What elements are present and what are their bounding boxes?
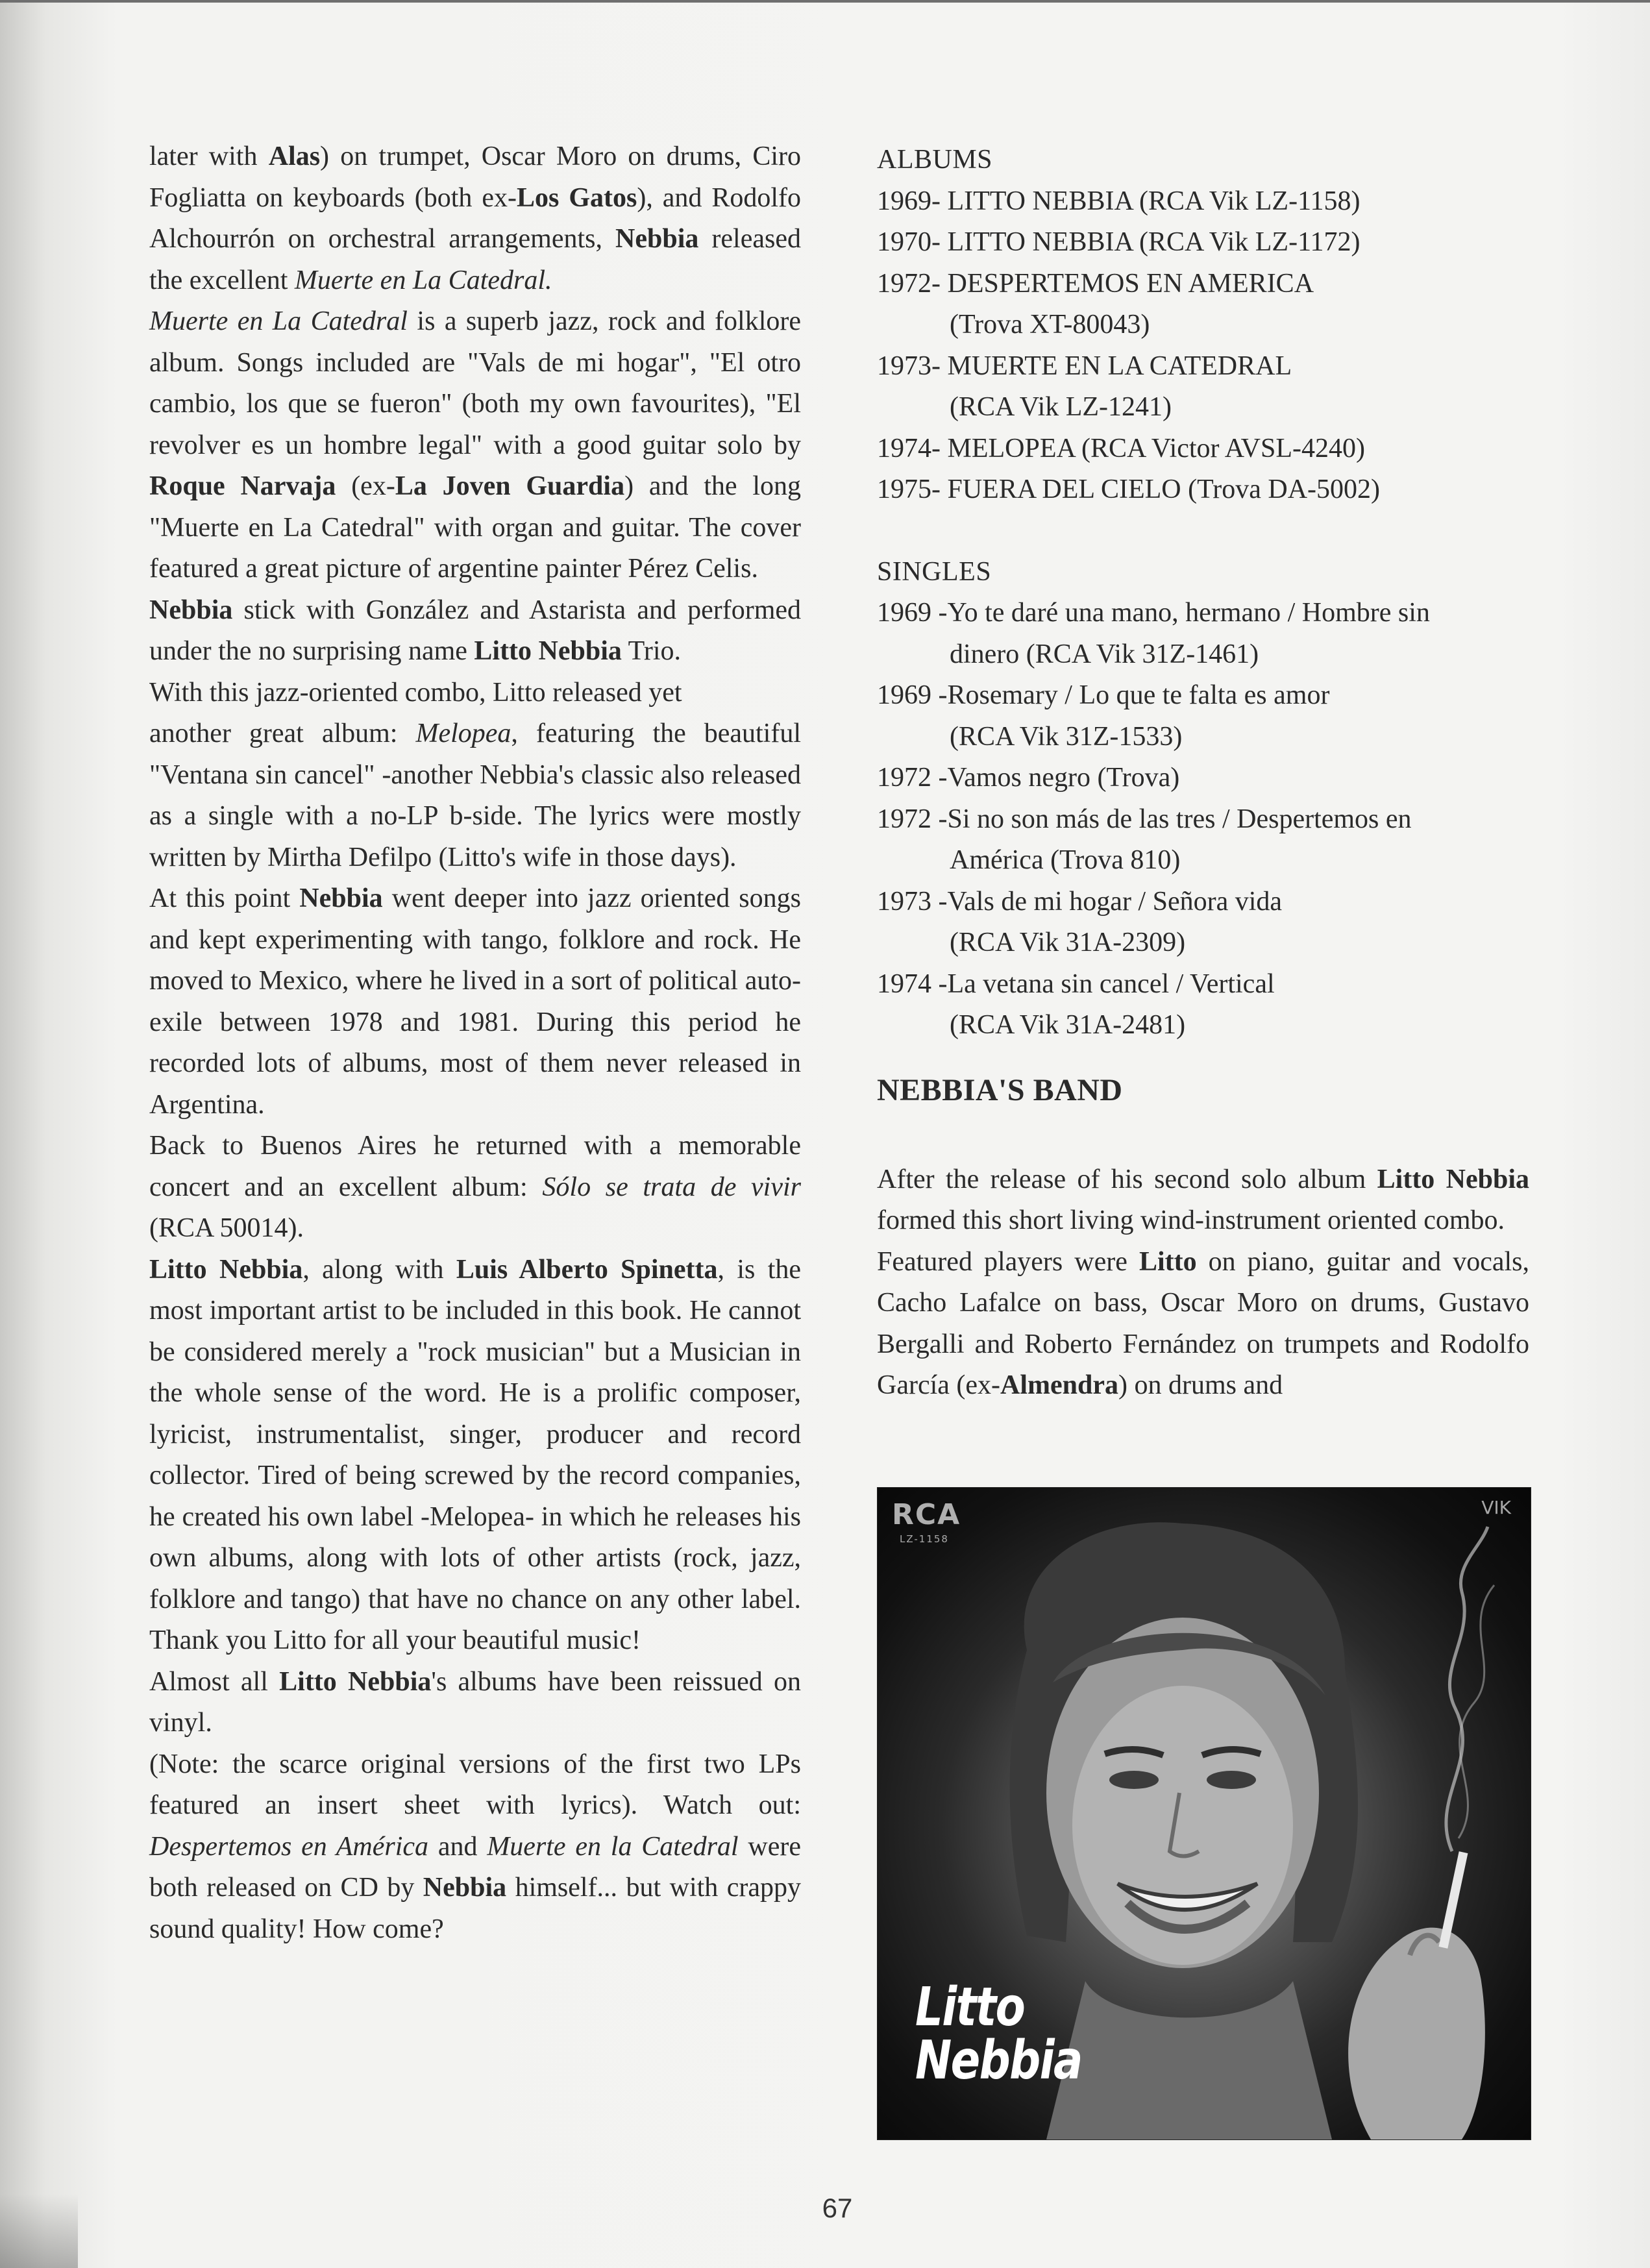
text-run: went deeper into jazz oriented songs and kept experimenting with tango, folklore and rock. He moved to Mexico, where he lived in a sort of political auto-exile between 1978 and 1981. During this period he recorded lots of albums, most of them never released in Argentina. bbox=[149, 883, 801, 1120]
top-rule bbox=[0, 0, 1650, 3]
bold-name: Almendra bbox=[1000, 1370, 1119, 1400]
bold-name: Litto Nebbia bbox=[1377, 1164, 1529, 1194]
text-run: Almost all bbox=[149, 1666, 280, 1697]
text-run: stick with González and Astarista and performed under the no surprising name bbox=[149, 595, 801, 666]
text-run: After the release of his second solo album bbox=[877, 1164, 1377, 1194]
entry-line: 1974 -La vetana sin cancel / Vertical bbox=[877, 968, 1275, 999]
bold-name: Litto Nebbia bbox=[149, 1254, 303, 1285]
paragraph bbox=[877, 1242, 1529, 1407]
cover-catalog-number: LZ-1158 bbox=[900, 1533, 949, 1545]
discography-entry bbox=[877, 428, 1529, 470]
bold-name: Los Gatos bbox=[517, 182, 637, 213]
entry-continuation: (RCA Vik 31A-2309) bbox=[950, 928, 1186, 957]
paragraph bbox=[149, 878, 801, 1126]
paragraph bbox=[149, 1126, 801, 1250]
entry-continuation: (RCA Vik 31Z-1533) bbox=[950, 721, 1183, 752]
entry-line: 1972- DESPERTEMOS EN AMERICA bbox=[877, 268, 1314, 299]
entry-continuation: (RCA Vik LZ-1241) bbox=[950, 392, 1172, 422]
text-run: At this point bbox=[149, 883, 300, 913]
text-run: himself... but with crappy sound quality! How come? bbox=[149, 1873, 801, 1944]
entry-line: 1969- LITTO NEBBIA (RCA Vik LZ-1158) bbox=[877, 186, 1361, 216]
entry-continuation: (Trova XT-80043) bbox=[950, 310, 1150, 339]
text-run: (ex- bbox=[336, 471, 395, 501]
paragraph bbox=[149, 1744, 801, 1951]
entry-continuation: América (Trova 810) bbox=[950, 845, 1181, 875]
record-label-logo: RCA bbox=[892, 1498, 961, 1531]
italic-title: Despertemos en América bbox=[149, 1831, 429, 1862]
discography-entry bbox=[877, 675, 1529, 758]
bold-name: Nebbia bbox=[423, 1873, 507, 1903]
singles-list bbox=[877, 593, 1529, 1046]
discography-entry bbox=[877, 222, 1529, 264]
discography-entry bbox=[877, 881, 1529, 964]
paragraph bbox=[149, 713, 801, 878]
entry-line: 1972 -Si no son más de las tres / Despertemos en bbox=[877, 804, 1412, 834]
discography-entry bbox=[877, 181, 1529, 223]
italic-title: Melopea bbox=[415, 719, 511, 748]
text-run: 's albums have been reissued on vinyl. bbox=[149, 1666, 801, 1738]
bold-name: La Joven Guardia bbox=[395, 471, 625, 501]
text-run: ) on trumpet, Oscar Moro on drums, Ciro Fogliatta on keyboards (both ex- bbox=[149, 142, 801, 213]
paragraph bbox=[877, 1159, 1529, 1242]
entry-line: 1973 -Vals de mi hogar / Señora vida bbox=[877, 886, 1283, 917]
text-run: , along with bbox=[302, 1254, 456, 1285]
italic-title: Muerte en La Catedral. bbox=[294, 265, 552, 295]
bold-name: Litto Nebbia bbox=[474, 636, 622, 666]
text-run: is a superb jazz, rock and folklore album. Songs included are "Vals de mi hogar", "El otro cambio, los que se fueron" (both my own favourites), "El revolver es un hombre legal" with a good guitar solo by bbox=[149, 306, 801, 460]
paragraph-line: With this jazz-oriented combo, Litto released yet bbox=[149, 677, 682, 708]
discography-entry bbox=[877, 758, 1529, 799]
text-run: Back to Buenos Aires he returned with a memorable concert and an excellent album: bbox=[149, 1131, 801, 1202]
cover-title-line: Nebbia bbox=[915, 2030, 1082, 2091]
album-cover-photo bbox=[877, 1487, 1531, 2140]
italic-title: Muerte en La Catedral bbox=[149, 306, 408, 336]
discography-entry bbox=[877, 964, 1529, 1046]
text-run: , is the most important artist to be included in this book. He cannot be considered merely a "rock musician" but a Musician in the whole sense of the word. He is a prolific composer, lyricist, instrumentalist, singer, producer and record collector. Tired of being screwed by the record companies, he created his own label -Melopea- in which he releases his own albums, along with lots of other artists (rock, jazz, folklore and tango) that have no chance on any other label. Thank you Litto for all your beautiful music! bbox=[149, 1254, 802, 1655]
singles-heading: SINGLES bbox=[877, 556, 992, 587]
paragraph bbox=[149, 136, 801, 301]
text-run: later with bbox=[149, 142, 269, 171]
paragraph bbox=[149, 1662, 801, 1744]
cover-title-line: Litto bbox=[915, 1977, 1025, 2038]
discography-entry bbox=[877, 469, 1529, 511]
entry-line: 1973- MUERTE EN LA CATEDRAL bbox=[877, 351, 1292, 381]
left-column bbox=[149, 136, 801, 1950]
entry-line: 1969 -Rosemary / Lo que te falta es amor bbox=[877, 680, 1330, 710]
entry-continuation: (RCA Vik 31A-2481) bbox=[950, 1010, 1186, 1040]
entry-line: 1970- LITTO NEBBIA (RCA Vik LZ-1172) bbox=[877, 227, 1361, 257]
text-run: , featuring the beautiful "Ventana sin cancel" -another Nebbia's classic also released as a single with a no-LP b-side. The lyrics were mostly written by Mirtha Defilpo (Litto's wife in those days). bbox=[149, 719, 802, 872]
albums-heading: ALBUMS bbox=[877, 145, 993, 175]
italic-title: Muerte en la Catedral bbox=[487, 1831, 739, 1862]
paragraph bbox=[149, 1250, 801, 1662]
bold-name: Nebbia bbox=[149, 595, 233, 625]
text-run: ) and the long "Muerte en La Catedral" with organ and guitar. The cover featured a great picture of argentine painter Pérez Celis. bbox=[149, 471, 801, 584]
cover-title bbox=[915, 1977, 1082, 2091]
right-column bbox=[877, 140, 1529, 1407]
bold-name: Nebbia bbox=[299, 883, 383, 913]
text-run: were both released on CD by bbox=[149, 1831, 801, 1903]
bold-name: Roque Narvaja bbox=[149, 471, 336, 501]
text-run: and bbox=[428, 1831, 487, 1862]
entry-line: 1972 -Vamos negro (Trova) bbox=[877, 763, 1180, 793]
discography-entry bbox=[877, 346, 1529, 428]
text-run: (Note: the scarce original versions of the first two LPs featured an insert sheet with lyrics). Watch out: bbox=[149, 1749, 801, 1820]
paragraph bbox=[149, 301, 801, 590]
entry-line: 1975- FUERA DEL CIELO (Trova DA-5002) bbox=[877, 475, 1381, 504]
section-title: NEBBIA'S BAND bbox=[877, 1072, 1123, 1107]
italic-title: Sólo se trata de vivir bbox=[542, 1172, 801, 1202]
albums-list bbox=[877, 181, 1529, 511]
bold-name: Litto Nebbia bbox=[279, 1666, 432, 1697]
cover-label-mark: VIK bbox=[1481, 1497, 1511, 1518]
bold-name: Nebbia bbox=[615, 224, 699, 254]
text-run: (RCA 50014). bbox=[149, 1213, 304, 1243]
text-run: ), and Rodolfo Alchourrón on orchestral arrangements, bbox=[149, 182, 802, 254]
entry-line: 1974- MELOPEA (RCA Victor AVSL-4240) bbox=[877, 433, 1365, 463]
text-run: Featured players were bbox=[877, 1246, 1139, 1277]
text-run: formed this short living wind-instrument oriented combo. bbox=[877, 1205, 1505, 1235]
text-run: Trio. bbox=[621, 636, 681, 666]
discography-entry bbox=[877, 799, 1529, 881]
discography-entry bbox=[877, 264, 1529, 346]
bold-name: Litto bbox=[1139, 1246, 1197, 1277]
entry-continuation: dinero (RCA Vik 31Z-1461) bbox=[950, 639, 1259, 669]
text-run: another great album: bbox=[149, 719, 416, 748]
paragraph bbox=[149, 590, 801, 672]
bold-name: Alas bbox=[268, 142, 321, 171]
entry-line: 1969 -Yo te daré una mano, hermano / Hombre sin bbox=[877, 598, 1430, 628]
text-run: ) on drums and bbox=[1118, 1370, 1283, 1400]
page-number: 67 bbox=[822, 2193, 853, 2223]
text-run: released the excellent bbox=[149, 224, 801, 295]
discography-entry bbox=[877, 593, 1529, 675]
spine-shadow bbox=[0, 2194, 78, 2268]
text-run: on piano, guitar and vocals, Cacho Lafalce on bass, Oscar Moro on drums, Gustavo Bergalli and Roberto Fernández on trumpets and Rodolfo García (ex- bbox=[877, 1246, 1529, 1400]
bold-name: Luis Alberto Spinetta bbox=[456, 1254, 718, 1285]
